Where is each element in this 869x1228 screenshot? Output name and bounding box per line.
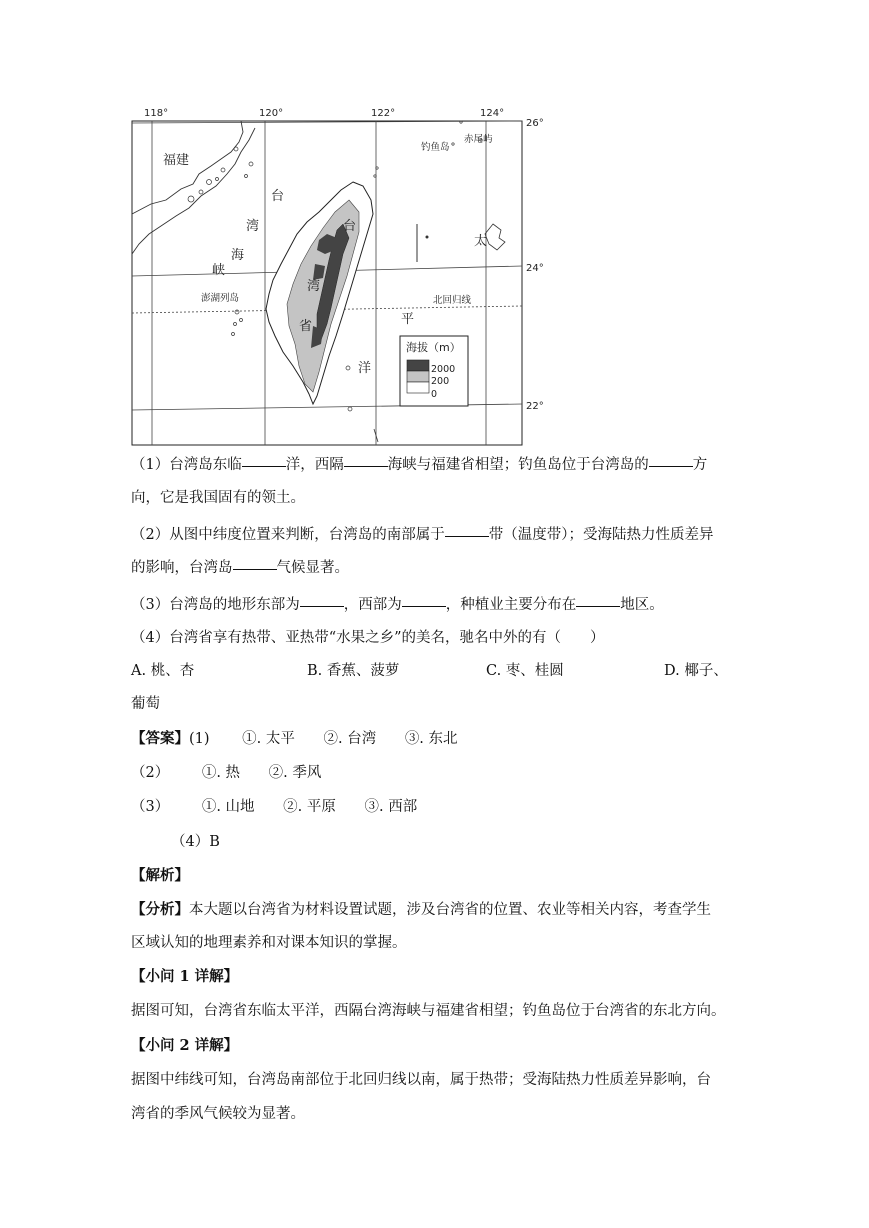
label-strait-3: 海 — [231, 248, 245, 263]
blank — [233, 568, 277, 570]
answer-label: 【答案】 — [131, 730, 189, 747]
taiwan-map — [131, 104, 551, 446]
label-strait-2: 湾 — [246, 219, 260, 234]
blank — [242, 465, 286, 467]
label-ocean-2: 平 — [401, 312, 415, 327]
label-fujian: 福建 — [163, 153, 190, 168]
q4-stem: （4）台湾省享有热带、亚热带“水果之乡”的美名，驰名中外的有（ ） — [131, 630, 605, 646]
q3-line: （3）台湾岛的地形东部为 ，西部为 ，种植业主要分布在 地区。 — [131, 597, 664, 613]
q4-option-c: C. 枣、桂圆 — [486, 663, 564, 679]
answer-line2: （2） ①. 热 ②. 季风 — [131, 765, 322, 781]
fenxi-line2: 区域认知的地理素养和对课本知识的掌握。 — [131, 935, 407, 951]
q2-line1: （2）从图中纬度位置来判断，台湾岛的南部属于 带（温度带）；受海陆热力性质差异 — [131, 527, 714, 543]
lat-22: 22° — [526, 401, 544, 412]
lon-124: 124° — [480, 108, 505, 119]
label-strait-4: 峡 — [212, 263, 226, 278]
label-strait-1: 台 — [271, 189, 285, 204]
label-province-2: 湾 — [307, 279, 321, 294]
answer-line1: 【答案】(1) ①. 太平 ②. 台湾 ③. 东北 — [131, 730, 458, 747]
blank — [576, 605, 620, 607]
legend-title: 海拔（m） — [406, 341, 461, 354]
subq1-title: 【小问 1 详解】 — [131, 968, 239, 985]
fenxi-line1: 【分析】本大题以台湾省为材料设置试题，涉及台湾省的位置、农业等相关内容，考查学生 — [131, 901, 711, 918]
answer-line4: （4）B — [171, 834, 220, 850]
q4-option-a: A. 桃、杏 — [131, 663, 195, 679]
lon-122: 122° — [371, 108, 396, 119]
subq2-text-2: 湾省的季风气候较为显著。 — [131, 1106, 305, 1122]
label-chiwei: 赤尾屿 — [464, 134, 493, 145]
label-penghu: 澎湖列岛 — [201, 293, 240, 304]
legend-2000: 2000 — [431, 364, 456, 375]
lon-118: 118° — [144, 108, 169, 119]
answer-line3: （3） ①. 山地 ②. 平原 ③. 西部 — [131, 799, 418, 815]
label-tropic: 北回归线 — [433, 295, 472, 306]
analysis-title: 【解析】 — [131, 867, 189, 884]
label-diaoyu: 钓鱼岛 — [421, 142, 450, 153]
legend-200: 200 — [431, 376, 450, 387]
label-province-3: 省 — [299, 319, 313, 334]
q4-option-d-cont: 葡萄 — [131, 696, 160, 712]
q2-line2: 的影响，台湾岛 气候显著。 — [131, 560, 349, 576]
lon-120: 120° — [259, 108, 284, 119]
q4-option-d: D. 椰子、 — [664, 663, 728, 679]
subq2-title: 【小问 2 详解】 — [131, 1037, 239, 1054]
blank — [649, 465, 693, 467]
label-ocean-1: 太 — [474, 234, 488, 249]
lat-26: 26° — [526, 118, 544, 129]
blank — [344, 465, 388, 467]
q1-line1: （1）台湾岛东临 洋，西隔 海峡与福建省相望；钓鱼岛位于台湾岛的 方 — [131, 457, 708, 473]
subq1-text: 据图可知，台湾省东临太平洋，西隔台湾海峡与福建省相望；钓鱼岛位于台湾省的东北方向。 — [131, 1003, 726, 1019]
blank — [445, 535, 489, 537]
blank — [402, 605, 446, 607]
legend-0: 0 — [431, 389, 438, 400]
lat-24: 24° — [526, 263, 544, 274]
q1-line2: 向，它是我国固有的领土。 — [131, 490, 305, 506]
q4-option-b: B. 香蕉、菠萝 — [307, 663, 400, 679]
label-province-1: 台 — [343, 219, 357, 234]
fujian-coast — [132, 121, 255, 254]
blank — [300, 605, 344, 607]
label-ocean-3: 洋 — [358, 361, 372, 376]
elevation-legend — [400, 336, 468, 406]
subq2-text-1: 据图中纬线可知，台湾岛南部位于北回归线以南，属于热带；受海陆热力性质差异影响，台 — [131, 1072, 711, 1088]
